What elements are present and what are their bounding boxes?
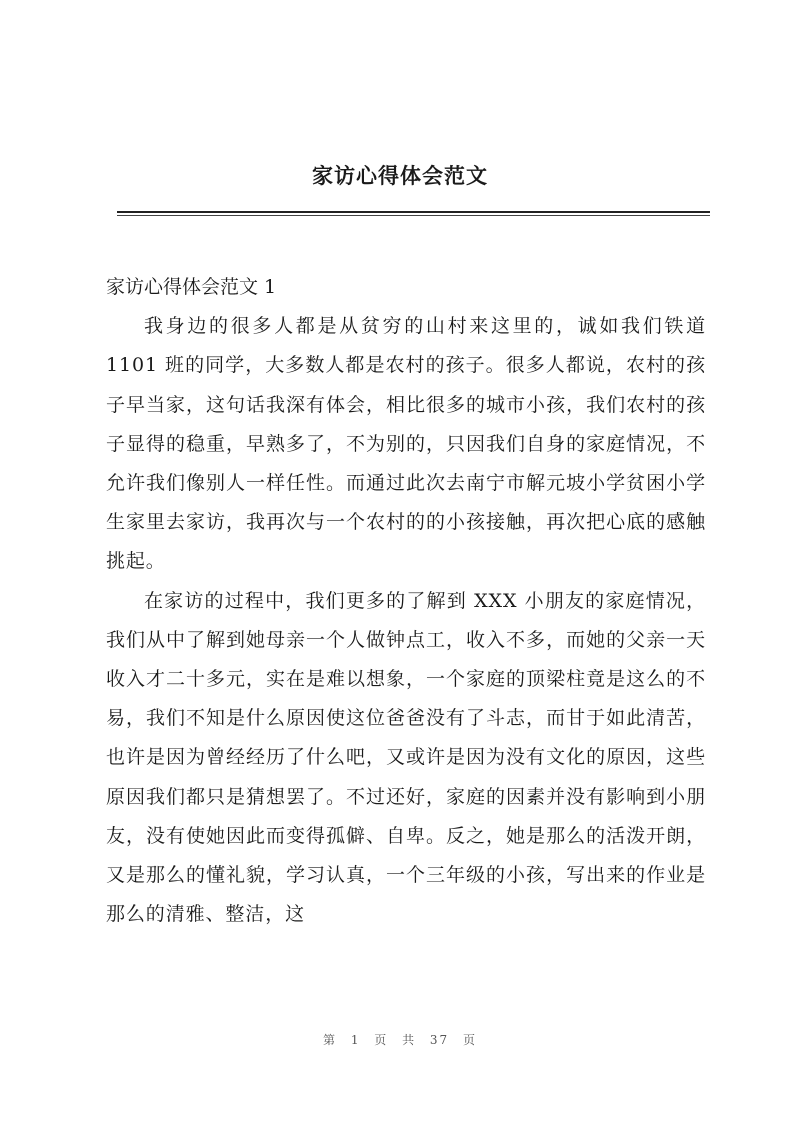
page-footer: 第 1 页 共 37 页 <box>323 1033 477 1047</box>
paragraph: 在家访的过程中，我们更多的了解到 XXX 小朋友的家庭情况，我们从中了解到她母亲一个人做钟点工，收入不多，而她的父亲一天收入才二十多元，实在是难以想象，一个家庭的顶梁柱竟是这么的不易，我们不知是什么原因使这位爸爸没有了斗志，而甘于如此清苦，也许是因为曾经经历了什么吧，又或许是因为没有文化的原因，这些原因我们都只是猜想罢了。不过还好，家庭的因素并没有影响到小朋友，没有使她因此而变得孤僻、自卑。反之，她是那么的活泼开朗，又是那么的懂礼貌，学习认真，一个三年级的小孩，写出来的作业是那么的清雅、整洁，这 <box>106 589 706 926</box>
title-divider <box>117 211 710 213</box>
document-title: 家访心得体会范文 <box>312 163 488 188</box>
title-divider-thin <box>117 215 710 216</box>
paragraph: 我身边的很多人都是从贫穷的山村来这里的，诚如我们铁道 1101 班的同学，大多数人都是农村的孩子。很多人都说，农村的孩子早当家，这句话我深有体会，相比很多的城市小孩，我们农村的孩子显得的稳重，早熟多了，不为别的，只因我们自身的家庭情况，不允许我们像别人一样任性。而通过此次去南宁市解元坡小学贫困小学生家里去家访，我再次与一个农村的的小孩接触，再次把心底的感触挑起。 <box>106 315 706 573</box>
document-body <box>106 268 706 934</box>
section-heading: 家访心得体会范文 1 <box>106 276 277 298</box>
